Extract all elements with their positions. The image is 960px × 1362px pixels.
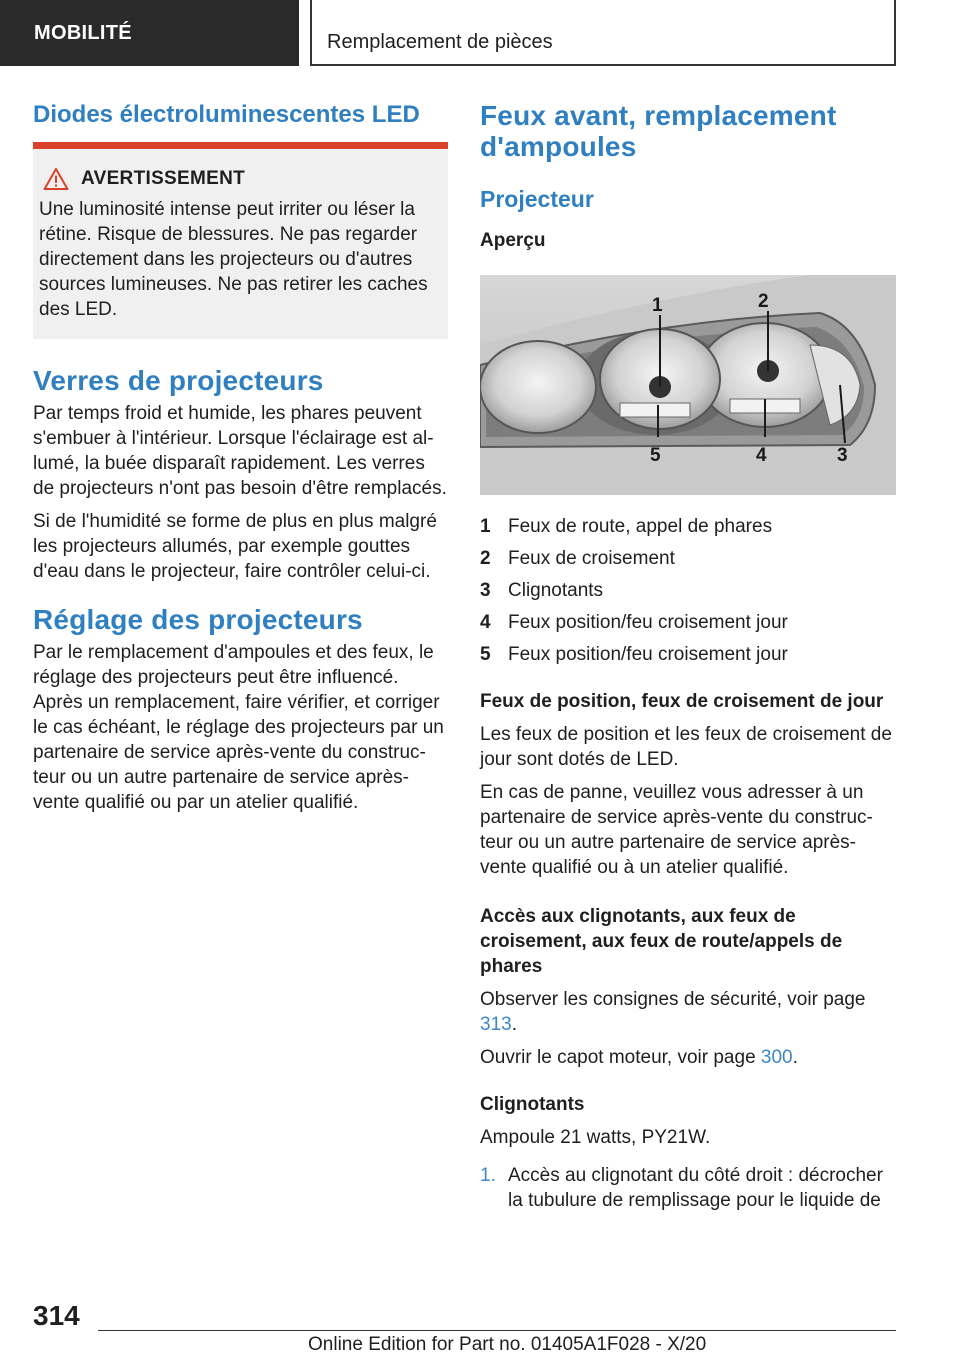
- reglage-heading: Réglage des projecteurs: [33, 604, 363, 635]
- page-header: [0, 0, 960, 66]
- legend-number: 1: [480, 516, 491, 537]
- acces-p1-end: .: [511, 1014, 517, 1035]
- legend-text: Feux position/feu croisement jour: [508, 644, 788, 665]
- clignotants-paragraph: Ampoule 21 watts, PY21W.: [480, 1127, 711, 1148]
- projecteur-heading: Projecteur: [480, 186, 594, 212]
- led-heading: Diodes électroluminescentes LED: [33, 101, 420, 128]
- legend-item: [480, 642, 896, 667]
- figure-label-1: 1: [652, 295, 663, 316]
- position-heading: Feux de position, feux de croisement de jour: [480, 691, 884, 712]
- left-column: [33, 100, 448, 815]
- legend-item: [480, 514, 896, 539]
- figure-label-4: 4: [756, 445, 767, 466]
- legend-number: 4: [480, 612, 491, 633]
- legend-number: 5: [480, 644, 491, 665]
- figure-label-5: 5: [650, 445, 661, 466]
- verres-heading: Verres de projecteurs: [33, 365, 324, 396]
- verres-paragraph-1: Par temps froid et humide, les phares peuvent s'embuer à l'intérieur. Lorsque l'éclairage est allumé, la buée disparaît rapidement. Les verres de projecteurs n'ont pas besoin d'être remplacés.: [33, 403, 447, 499]
- lamp-lens-left: [480, 341, 596, 433]
- feux-avant-heading: Feux avant, remplacement d'ampoules: [480, 100, 837, 162]
- legend-text: Feux de route, appel de phares: [508, 516, 773, 537]
- warning-text: Une luminosité intense peut irriter ou léser la rétine. Risque de blessures. Ne pas regarder directement dans les projecteurs ou d'autres sources lumineuses. Ne pas retirer les caches des LED.: [39, 199, 428, 320]
- figure-label-3: 3: [837, 445, 848, 466]
- legend-item: [480, 546, 896, 571]
- step-number: 1.: [480, 1165, 496, 1186]
- acces-p1-text: Observer les consignes de sécurité, voir page: [480, 989, 866, 1010]
- legend-text: Feux de croisement: [508, 548, 675, 569]
- apercu-heading: Aperçu: [480, 230, 546, 251]
- position-paragraph-2: En cas de panne, veuillez vous adresser à un partenaire de service après-vente du constructeur ou un autre partenaire de service après-vente qualifié ou à un atelier qualifié.: [480, 782, 873, 878]
- acces-heading: Accès aux clignotants, aux feux de croisement, aux feux de route/appels de phares: [480, 906, 843, 977]
- legend-item: [480, 610, 896, 635]
- headlight-figure: [480, 275, 896, 495]
- step-text: Accès au clignotant du côté droit : décrocher la tubulure de remplissage pour le liquide de: [508, 1165, 883, 1211]
- footer-edition: Online Edition for Part no. 01405A1F028 - X/20: [308, 1334, 707, 1355]
- page-link-313[interactable]: 313: [480, 1014, 512, 1035]
- figure-legend: [480, 514, 896, 667]
- warning-title-row: [39, 167, 442, 191]
- position-paragraph-1: Les feux de position et les feux de croisement de jour sont dotés de LED.: [480, 724, 892, 770]
- section-tab: MOBILITÉ: [0, 0, 299, 66]
- clignotants-heading: Clignotants: [480, 1094, 585, 1115]
- legend-item: [480, 578, 896, 603]
- figure-label-2: 2: [758, 291, 769, 312]
- legend-text: Clignotants: [508, 580, 604, 601]
- legend-number: 3: [480, 580, 491, 601]
- warning-triangle-icon: [43, 167, 69, 191]
- warning-title: AVERTISSEMENT: [81, 168, 246, 189]
- warning-box: [33, 142, 448, 339]
- chapter-tab: Remplacement de pièces: [310, 0, 896, 66]
- page-link-300[interactable]: 300: [760, 1047, 793, 1068]
- page-number: 314: [33, 1300, 80, 1331]
- step-item: [480, 1163, 896, 1213]
- reglage-paragraph: Par le remplacement d'ampoules et des feux, le réglage des projecteurs peut être influencé. Après un remplacement, faire vérifier, et corriger le cas échéant, le réglage des projecteurs par un partenaire de service après-vente du constructeur ou un autre partenaire de service après-vente qualifié ou par un atelier qualifié.: [33, 642, 444, 813]
- footer-divider: [98, 1330, 896, 1331]
- acces-p2-end: .: [792, 1047, 798, 1068]
- legend-number: 2: [480, 548, 491, 569]
- acces-paragraph-1: [480, 987, 896, 1037]
- right-column: [480, 100, 896, 1213]
- verres-paragraph-2: Si de l'humidité se forme de plus en plus malgré les projecteurs allumés, par exemple gouttes d'eau dans le projecteur, faire contrôler celui-ci.: [33, 511, 437, 582]
- acces-paragraph-2: [480, 1045, 896, 1070]
- acces-p2-text: Ouvrir le capot moteur, voir page: [480, 1047, 761, 1068]
- legend-text: Feux position/feu croisement jour: [508, 612, 788, 633]
